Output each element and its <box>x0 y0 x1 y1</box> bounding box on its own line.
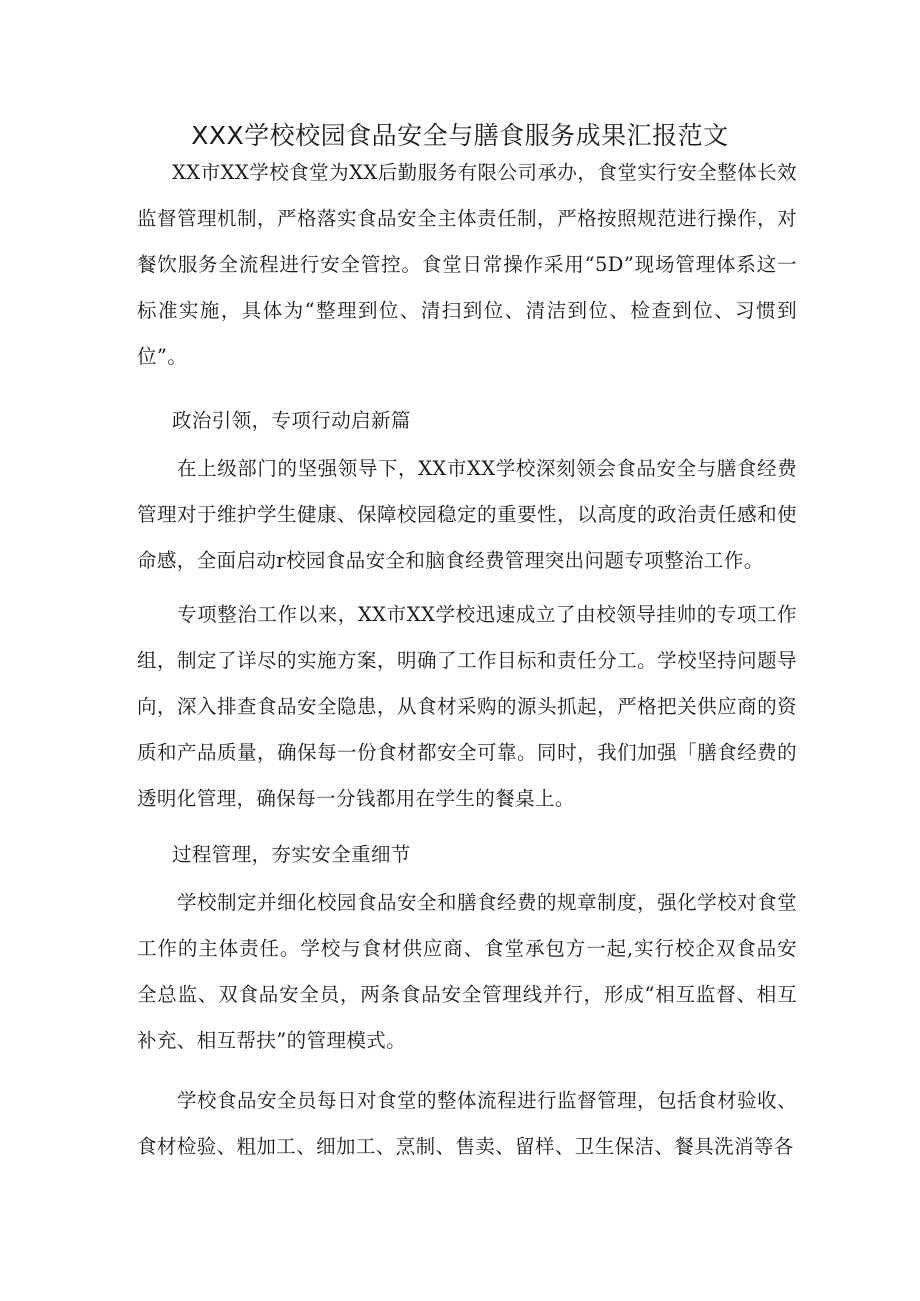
paragraph-leadership: 在上级部门的坚强领导下，XX市XX学校深刻领会食品安全与膳食经费管理对于维护学生健康、保障校园稳定的重要性，以高度的政治责任感和使命感，全面启动r校园食品安全和脑食经费管理突出问题专项整治工作。 <box>137 457 797 572</box>
section-heading-political-guidance: 政治引领，专项行动启新篇 <box>172 409 411 432</box>
paragraph-regulations: 学校制定并细化校园食品安全和膳食经费的规章制度，强化学校对食堂工作的主体责任。学校与食材供应商、食堂承包方一起,实行校企双食品安全总监、双食品安全员，两条食品安全管理线并行，形成“相互监督、相互补充、相互帮扶”的管理模式。 <box>137 891 797 1052</box>
paragraph-special-rectification: 专项整治工作以来，XX市XX学校迅速成立了由校领导挂帅的专项工作组，制定了详尽的实施方案，明确了工作目标和责任分工。学校坚持问题导向，深入排查食品安全隐患，从食材采购的源头抓起，严格把关供应商的资质和产品质量，确保每一份食材都安全可靠。同时，我们加强「膳食经费的透明化管理，确保每一分钱都用在学生的餐桌上。 <box>137 603 797 810</box>
document-title: XXX学校校园食品安全与膳食服务成果汇报范文 <box>191 121 729 150</box>
section-heading-process-management: 过程管理，夯实安全重细节 <box>172 843 411 866</box>
paragraph-canteen-overview: XX市XX学校食堂为XX后勤服务有限公司承办，食堂实行安全整体长效监督管理机制，严格落实食品安全主体责任制，严格按照规范进行操作，对餐饮服务全流程进行安全管控。食堂日常操作采用“5D”现场管理体系这一标准实施，具体为“整理到位、清扫到位、清洁到位、检查到位、习惯到位”。 <box>137 161 797 368</box>
paragraph-daily-supervision: 学校食品安全员每日对食堂的整体流程进行监督管理，包括食材验收、食材检验、粗加工、细加工、烹制、售卖、留样、卫生保洁、餐具洗消等各 <box>137 1089 797 1158</box>
